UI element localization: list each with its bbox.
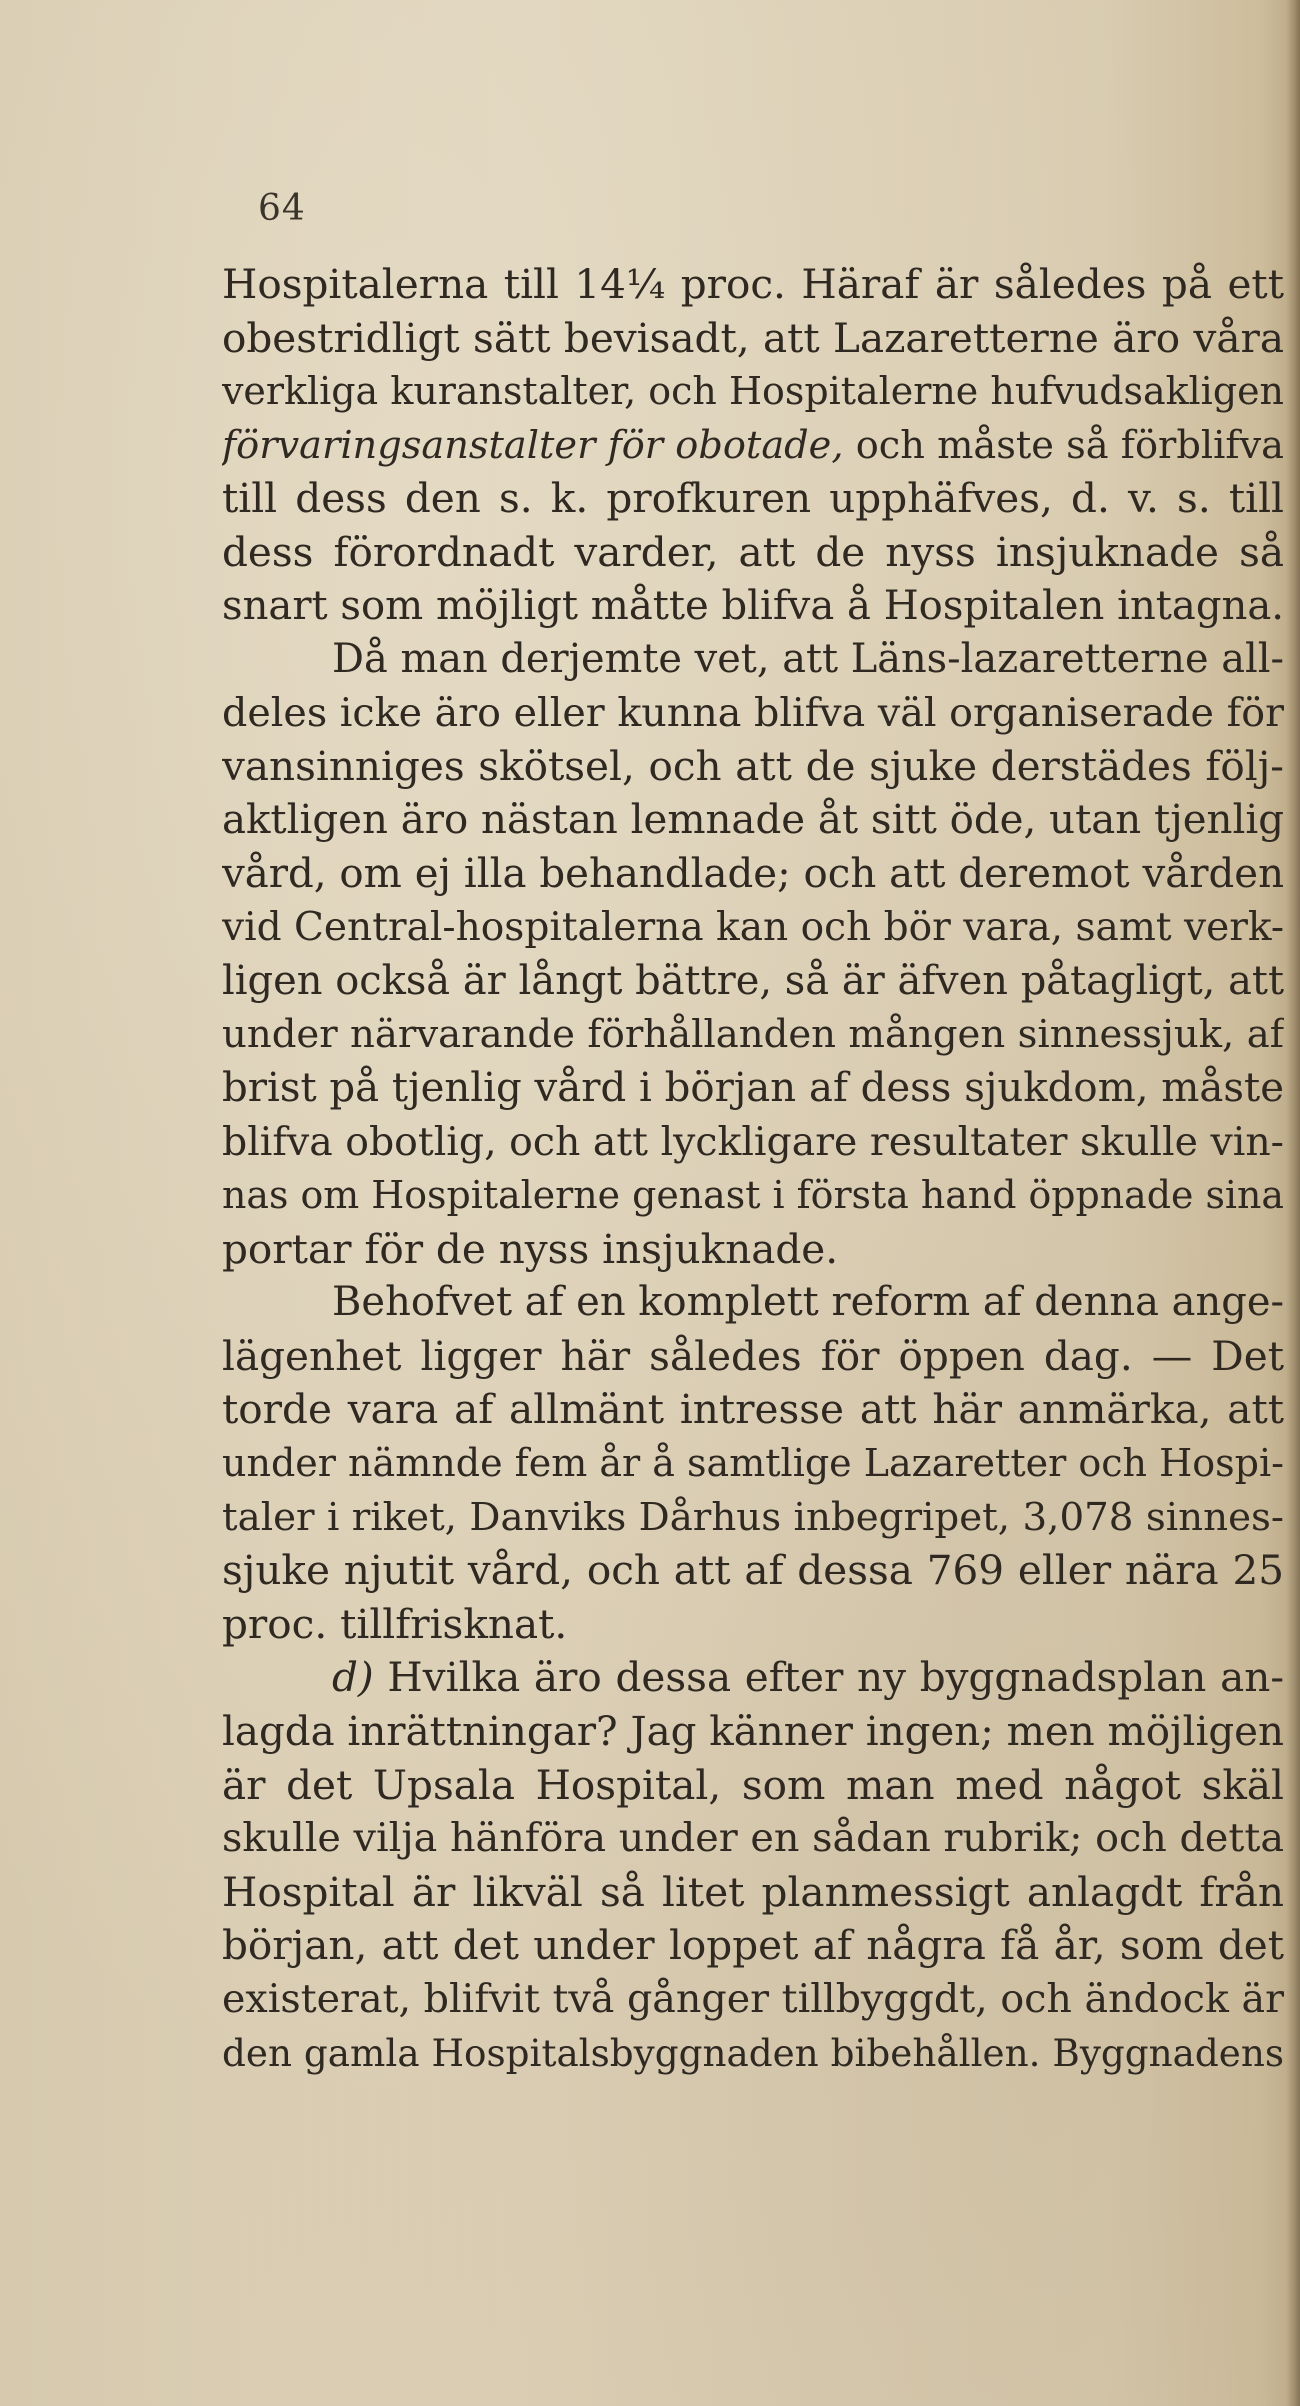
page-number: 64 [258,188,306,229]
text-line: Behofvet af en komplett reform af denna ange- [332,1279,1284,1326]
text-line: vid Central-hospitalerna kan och bör vara, samt verk- [222,905,1284,951]
text-line: Hospitalerna till 14¼ proc. Häraf är således på ett [222,260,1284,308]
text-line: till dess den s. k. profkuren upphäfves, d. v. s. till [222,474,1284,523]
text-line: brist på tjenlig vård i början af dess sjukdom, måste [222,1064,1284,1111]
text-segment: Hvilka äro dessa efter ny byggnadsplan an- [373,1653,1284,1702]
text-line: Då man derjemte vet, att Läns-lazaretterne all- [332,636,1284,683]
text-line: proc. tillfrisknat. [222,1599,568,1648]
text-line: under nämnde fem år å samtlige Lazaretter och Hospi- [222,1441,1284,1486]
body-text [222,258,1284,2080]
text-line: blifva obotlig, och att lyckligare resultater skulle vin- [222,1118,1284,1165]
text-line: skulle vilja hänföra under en sådan rubrik; och detta [222,1815,1284,1862]
text-line: ligen också är långt bättre, så är äfven påtagligt, att [222,957,1284,1004]
text-line: är det Upsala Hospital, som man med något skäl [222,1760,1284,1809]
text-line: snart som möjligt måtte blifva å Hospitalen intagna. [222,582,1284,629]
text-line: taler i riket, Danviks Dårhus inbegripet, 3,078 sinnes- [222,1494,1284,1540]
text-line: sjuke njutit vård, och att af dessa 769 eller nära 25 [222,1546,1284,1595]
text-line: obestridligt sätt bevisadt, att Lazaretterne äro våra [222,313,1284,362]
text-segment: och måste så förblifva [843,422,1284,468]
text-line: lagda inrättningar? Jag känner ingen; men möjligen [222,1708,1284,1756]
italic-text: förvaringsanstalter för obotade, [222,422,844,468]
text-line: under närvarande förhållanden mången sinnessjuk, af [222,1012,1284,1058]
text-line: Hospital är likväl så litet planmessigt anlagdt från [222,1867,1284,1916]
page-edge-shadow [1286,0,1300,2406]
text-line: vansinniges skötsel, och att de sjuke derstädes följ- [222,742,1284,791]
text-line: början, att det under loppet af några få år, som det [222,1921,1284,1970]
text-line: torde vara af allmänt intresse att här anmärka, att [222,1385,1284,1434]
text-line: dess förordnadt varder, att de nyss insjuknade så [222,527,1284,576]
text-line: deles icke äro eller kunna blifva väl organiserade för [222,689,1284,736]
text-line: portar för de nyss insjuknade. [222,1224,839,1273]
text-line: nas om Hospitalerne genast i första hand öppnade sina [222,1173,1284,1218]
text-line: aktligen äro nästan lemnade åt sitt öde, utan tjenlig [222,796,1284,843]
text-line: existerat, blifvit två gånger tillbyggdt, och ändock är [222,1976,1284,2022]
text-line: verkliga kuranstalter, och Hospitalerne hufvudsakligen [222,369,1284,414]
text-line: lägenhet ligger här således för öppen dag. — Det [222,1331,1284,1380]
text-line: den gamla Hospitalsbyggnaden bibehållen. Byggnadens [222,2030,1284,2075]
text-line [222,1651,1284,1705]
italic-text: d) [332,1653,374,1702]
text-line: vård, om ej illa behandlade; och att deremot vården [222,850,1284,897]
text-line [222,419,1284,473]
